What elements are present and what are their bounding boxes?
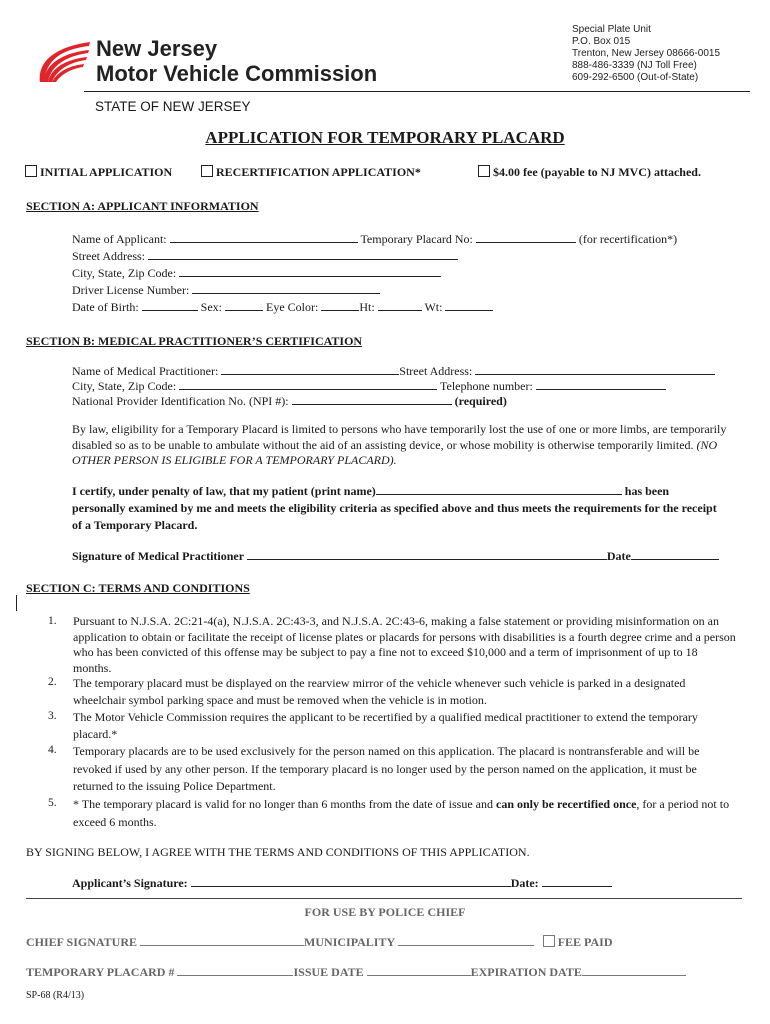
sex-label: Sex: xyxy=(200,300,222,314)
initial-application-label: INITIAL APPLICATION xyxy=(40,165,173,179)
practitioner-signature-label: Signature of Medical Practitioner xyxy=(72,549,244,563)
applicant-signature-row xyxy=(72,875,612,891)
header-rule xyxy=(84,91,750,92)
issue-date-field[interactable] xyxy=(367,964,471,976)
height-field[interactable] xyxy=(378,299,422,311)
eye-color-label: Eye Color: xyxy=(266,300,319,314)
practitioner-street-label: Street Address: xyxy=(399,364,473,378)
fee-label: $4.00 fee (payable to NJ MVC) attached. xyxy=(493,165,701,179)
practitioner-street-field[interactable] xyxy=(475,363,715,375)
municipality-field[interactable] xyxy=(398,934,534,946)
applicant-name-field[interactable] xyxy=(170,231,358,243)
recertification-note: (for recertification*) xyxy=(578,232,678,246)
npi-required-label: (required) xyxy=(454,394,507,408)
weight-label: Wt: xyxy=(424,300,443,314)
recertification-label: RECERTIFICATION APPLICATION* xyxy=(216,165,421,179)
city-state-zip-row xyxy=(72,265,441,281)
chief-row xyxy=(26,934,612,950)
term-number: 3. xyxy=(48,710,57,722)
fee-checkbox[interactable] xyxy=(478,165,490,177)
dob-field[interactable] xyxy=(142,299,198,311)
initial-application-checkbox[interactable] xyxy=(25,165,37,177)
address-line: P.O. Box 015 xyxy=(572,36,631,47)
org-name-line2: Motor Vehicle Commission xyxy=(96,61,378,86)
section-a-heading: SECTION A: APPLICANT INFORMATION xyxy=(26,199,259,213)
police-chief-heading: FOR USE BY POLICE CHIEF xyxy=(304,905,466,919)
practitioner-signature-row xyxy=(72,548,719,564)
telephone-label: Telephone number: xyxy=(440,379,533,393)
practitioner-city-row xyxy=(72,378,666,394)
practitioner-signature-field[interactable] xyxy=(247,548,607,560)
expiration-date-field[interactable] xyxy=(582,964,686,976)
term-number: 2. xyxy=(48,676,57,688)
practitioner-name-field[interactable] xyxy=(221,363,399,375)
applicant-signature-label: Applicant’s Signature: xyxy=(72,876,188,890)
term-number: 1. xyxy=(48,615,57,627)
patient-name-field[interactable] xyxy=(376,483,622,495)
applicant-date-field[interactable] xyxy=(542,875,612,887)
telephone-field[interactable] xyxy=(536,378,666,390)
fee-option[interactable] xyxy=(478,165,701,180)
address-line: 609-292-6500 (Out-of-State) xyxy=(572,72,699,83)
practitioner-name-label: Name of Medical Practitioner: xyxy=(72,364,219,378)
city-state-zip-label: City, State, Zip Code: xyxy=(72,266,177,280)
driver-license-row xyxy=(72,282,380,298)
term-5-text-a: * The temporary placard is valid for no longer than 6 months from the date of issue and xyxy=(73,797,493,811)
municipality-label: MUNICIPALITY xyxy=(304,935,395,949)
term-text: Pursuant to N.J.S.A. 2C:21-4(a), N.J.S.A. 2C:43-3, and N.J.S.A. 2C:43-6, making a false statement or providing misinformation on an application to obtain or facilitate the receipt of license plates or placards for persons with disabilities is a fourth degree crime and a person who has been convicted of this offense may be subject to pay a fine not to exceed $10,000 and a term of imprisonment of up to 18 months. xyxy=(73,614,736,675)
chief-signature-label: CHIEF SIGNATURE xyxy=(26,935,138,949)
applicant-name-label: Name of Applicant: xyxy=(72,232,167,246)
initial-application-option[interactable] xyxy=(25,165,172,180)
sex-field[interactable] xyxy=(225,299,263,311)
address-line: Trenton, New Jersey 08666-0015 xyxy=(572,48,721,59)
certify-text-1: I certify, under penalty of law, that my patient (print name) xyxy=(72,484,376,498)
driver-license-field[interactable] xyxy=(192,282,380,294)
street-address-row xyxy=(72,248,458,264)
agreement-statement: BY SIGNING BELOW, I AGREE WITH THE TERMS AND CONDITIONS OF THIS APPLICATION. xyxy=(26,845,530,859)
police-section-rule xyxy=(26,898,742,899)
recertification-checkbox[interactable] xyxy=(201,165,213,177)
certification-statement xyxy=(72,483,720,534)
term-text xyxy=(73,796,738,831)
city-state-zip-field[interactable] xyxy=(179,265,441,277)
placard-issue-row xyxy=(26,964,686,980)
state-label: STATE OF NEW JERSEY xyxy=(95,99,251,114)
practitioner-city-field[interactable] xyxy=(179,378,437,390)
applicant-name-row xyxy=(72,231,677,247)
eligibility-warning: (NO OTHER PERSON IS ELIGIBLE FOR A TEMPORARY PLACARD). xyxy=(72,437,718,467)
street-address-field[interactable] xyxy=(148,248,458,260)
placard-number-chief-field[interactable] xyxy=(177,964,293,976)
certify-text-2: has been xyxy=(624,484,670,498)
npi-field[interactable] xyxy=(292,393,452,405)
placard-number-label: Temporary Placard No: xyxy=(360,232,473,246)
text-cursor xyxy=(16,595,17,611)
eye-color-field[interactable] xyxy=(321,299,359,311)
form-id: SP-68 (R4/13) xyxy=(26,990,85,1001)
address-line: Special Plate Unit xyxy=(572,24,651,35)
street-address-label: Street Address: xyxy=(72,249,145,263)
eligibility-paragraph xyxy=(72,422,732,469)
weight-field[interactable] xyxy=(445,299,493,311)
fee-paid-checkbox[interactable] xyxy=(543,935,555,947)
term-5-text-c: , for a period not to exceed 6 months. xyxy=(73,797,730,829)
agency-address xyxy=(572,24,720,84)
placard-number-field[interactable] xyxy=(476,231,576,243)
term-number: 5. xyxy=(48,797,57,809)
chief-signature-field[interactable] xyxy=(140,934,304,946)
term-text: The Motor Vehicle Commission requires the applicant to be recertified by a qualified medical practitioner to extend the temporary placard.* xyxy=(73,710,698,741)
height-label: Ht: xyxy=(359,300,375,314)
term-text: The temporary placard must be displayed on the rearview mirror of the vehicle whenever such vehicle is parked in a designated wheelchair symbol parking space and must be removed when the vehicle is in motion. xyxy=(73,676,686,707)
practitioner-date-field[interactable] xyxy=(631,548,719,560)
npi-row xyxy=(72,393,507,409)
practitioner-name-row xyxy=(72,363,715,379)
expiration-date-label: EXPIRATION DATE xyxy=(470,965,582,979)
applicant-date-label: Date: xyxy=(510,876,539,890)
certify-text-3: personally examined by me and meets the eligibility criteria as specified above and thus meets the requirements for the receipt of a Temporary Placard. xyxy=(72,501,717,532)
eligibility-text: By law, eligibility for a Temporary Placard is limited to persons who have temporarily lost the use of one or more limbs, are temporarily disabled so as to be unable to ambulate without the aid of an assisting device, or whose mobility is otherwise temporarily limited. xyxy=(72,422,727,452)
form-title: APPLICATION FOR TEMPORARY PLACARD xyxy=(205,128,565,147)
term-5-text-b: can only be recertified once xyxy=(496,797,637,811)
fee-paid-label: FEE PAID xyxy=(557,935,613,949)
org-name-line1: New Jersey xyxy=(96,36,218,61)
section-c-heading: SECTION C: TERMS AND CONDITIONS xyxy=(26,581,250,595)
mvc-logo-icon xyxy=(34,38,92,84)
applicant-signature-field[interactable] xyxy=(191,875,511,887)
section-b-heading: SECTION B: MEDICAL PRACTITIONER’S CERTIFICATION xyxy=(26,334,363,348)
personal-details-row xyxy=(72,299,493,315)
recertification-option[interactable] xyxy=(201,165,421,180)
dob-label: Date of Birth: xyxy=(72,300,139,314)
driver-license-label: Driver License Number: xyxy=(72,283,190,297)
address-line: 888-486-3339 (NJ Toll Free) xyxy=(572,60,697,71)
term-text: Temporary placards are to be used exclusively for the person named on this application. The placard is nontransferable and will be revoked if used by any other person. If the temporary placard is no longer used by the person named on the application, it must be returned to the issuing Police Department. xyxy=(73,744,700,793)
npi-label: National Provider Identification No. (NPI #): xyxy=(72,394,289,408)
placard-number-chief-label: TEMPORARY PLACARD # xyxy=(26,965,175,979)
practitioner-city-label: City, State, Zip Code: xyxy=(72,379,177,393)
term-number: 4. xyxy=(48,744,57,756)
practitioner-date-label: Date xyxy=(606,549,631,563)
issue-date-label: ISSUE DATE xyxy=(293,965,364,979)
